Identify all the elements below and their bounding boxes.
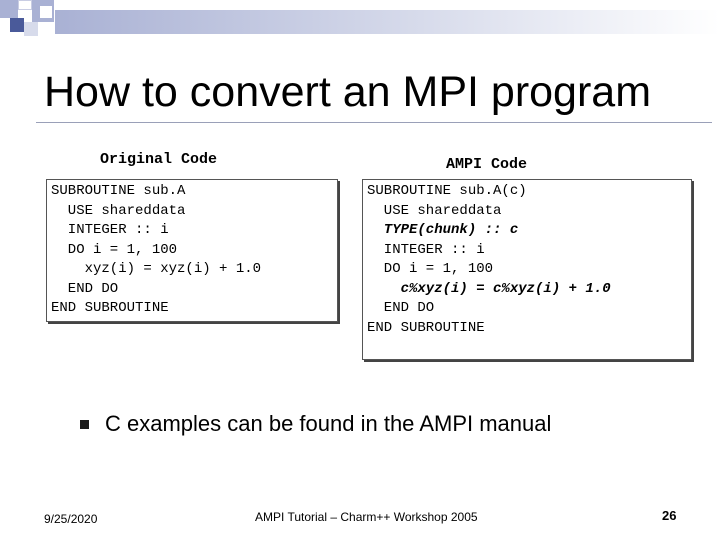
ampi-code-line: USE shareddata — [367, 202, 502, 219]
original-code-box — [46, 179, 338, 322]
ampi-code-line: END DO — [367, 300, 435, 316]
ampi-code-line: DO i = 1, 100 — [367, 261, 494, 277]
ampi-code-line: SUBROUTINE sub.A(c) — [367, 183, 527, 199]
original-code-line: SUBROUTINE sub.A — [51, 183, 186, 199]
ampi-code-box — [362, 179, 692, 360]
original-code-line: DO i = 1, 100 — [51, 241, 178, 258]
decor-square-6 — [40, 6, 52, 18]
original-code-line: END SUBROUTINE — [51, 300, 169, 316]
ampi-code-line: TYPE(chunk) :: c — [367, 222, 519, 238]
title-decoration-bar — [0, 0, 720, 44]
ampi-code-line: END SUBROUTINE — [367, 319, 485, 336]
title-rule — [36, 122, 712, 123]
footer-center: AMPI Tutorial – Charm++ Workshop 2005 — [255, 510, 478, 524]
original-code-line: INTEGER :: i — [51, 222, 169, 238]
gradient-bar — [55, 10, 720, 34]
decor-square-2 — [18, 0, 32, 10]
slide-title: How to convert an MPI program — [44, 68, 652, 116]
bullet-marker — [80, 420, 89, 429]
bullet-text: C examples can be found in the AMPI manual — [105, 411, 552, 436]
ampi-code-line: c%xyz(i) = c%xyz(i) + 1.0 — [367, 280, 611, 297]
decor-square-1 — [0, 0, 18, 18]
original-code-line: END DO — [51, 280, 119, 297]
original-code-line: xyz(i) = xyz(i) + 1.0 — [51, 261, 262, 277]
decor-square-4 — [10, 18, 24, 32]
footer-date: 9/25/2020 — [44, 512, 98, 526]
footer-page-number: 26 — [662, 508, 677, 523]
original-code-line: USE shareddata — [51, 202, 186, 219]
ampi-code-label: AMPI Code — [446, 156, 528, 173]
decor-square-5 — [24, 22, 38, 36]
ampi-code-line: INTEGER :: i — [367, 241, 485, 258]
original-code-label: Original Code — [100, 151, 218, 168]
